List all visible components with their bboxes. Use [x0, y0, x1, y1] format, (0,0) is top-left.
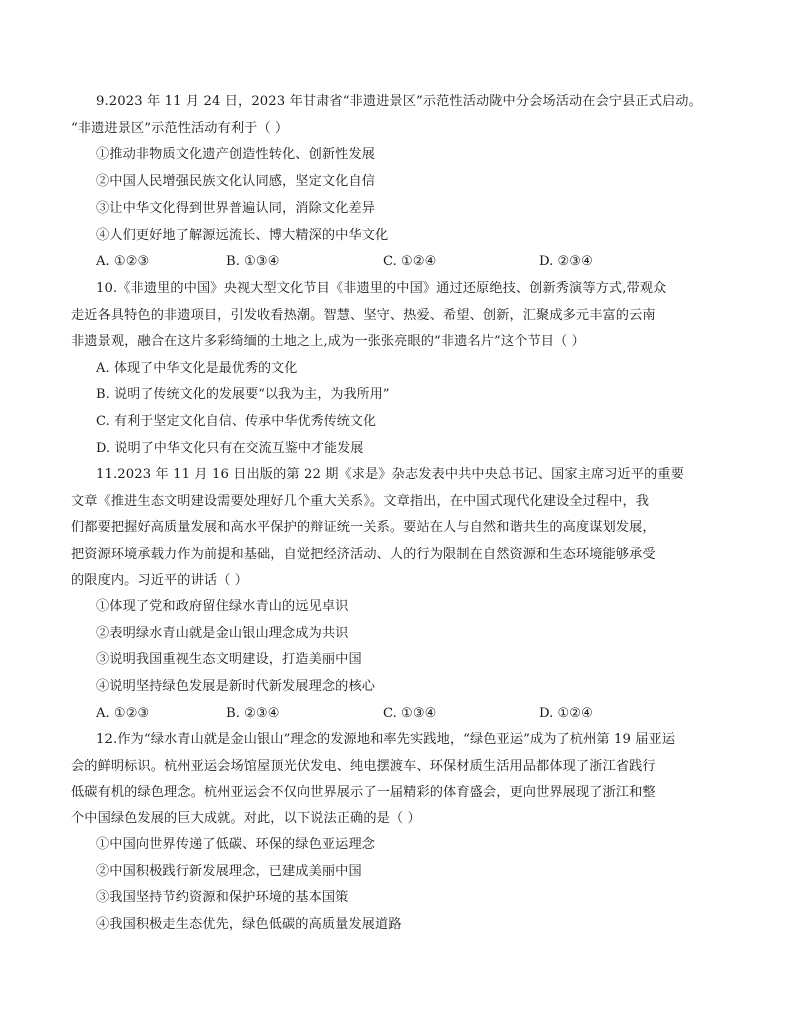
q10-stem-line-1: 10.《非遗里的中国》央视大型文化节目《非遗里的中国》通过还原绝技、创新秀演等方式,带观众 — [96, 281, 667, 296]
q11-item-4: ④说明坚持绿色发展是新时代新发展理念的核心 — [96, 679, 376, 694]
q10-option-a[interactable]: A. 体现了中华文化是最优秀的文化 — [96, 361, 298, 376]
q9-item-2: ②中国人民增强民族文化认同感，坚定文化自信 — [96, 174, 376, 189]
q11-choice-c[interactable]: C. ①③④ — [383, 706, 437, 721]
q12-stem-line-4: 个中国绿色发展的巨大成就。对此，以下说法正确的是（ ） — [71, 811, 421, 826]
q9-choice-b[interactable]: B. ①③④ — [226, 254, 280, 269]
q11-stem-line-5: 的限度内。习近平的讲话（ ） — [71, 573, 249, 588]
q11-stem-line-3: 们都要把握好高质量发展和高水平保护的辩证统一关系。要站在人与自然和谐共生的高度谋划发展， — [71, 520, 656, 535]
q9-choice-d[interactable]: D. ②③④ — [539, 254, 593, 269]
q12-stem-line-2: 会的鲜明标识。杭州亚运会场馆屋顶光伏发电、纯电摆渡车、环保材质生活用品都体现了浙江省践行 — [71, 759, 656, 774]
q9-stem-line-1: 9.2023 年 11 月 24 日，2023 年甘肃省“非遗进景区”示范性活动陇中分会场活动在会宁县正式启动。 — [96, 94, 702, 109]
q11-choice-d[interactable]: D. ①②④ — [539, 706, 593, 721]
q9-item-4: ④人们更好地了解源远流长、博大精深的中华文化 — [96, 228, 389, 243]
q12-stem-line-1: 12.作为“绿水青山就是金山银山”理念的发源地和率先实践地，“绿色亚运”成为了杭州第 19 届亚运 — [96, 732, 676, 747]
q12-stem-line-3: 低碳有机的绿色理念。杭州亚运会不仅向世界展示了一届精彩的体育盛会，更向世界展现了浙江和整 — [71, 785, 656, 800]
q9-item-1: ①推动非物质文化遗产创造性转化、创新性发展 — [96, 147, 376, 162]
q12-item-4: ④我国积极走生态优先，绿色低碳的高质量发展道路 — [96, 917, 402, 932]
q11-item-1: ①体现了党和政府留住绿水青山的远见卓识 — [96, 599, 349, 614]
q9-stem-line-2: “非遗进景区”示范性活动有利于（ ） — [71, 121, 289, 136]
q10-stem-line-3: 非遗景观，融合在这片多彩绮缅的土地之上,成为一张张亮眼的“非遗名片”这个节目（ ） — [71, 334, 585, 349]
q11-item-3: ③说明我国重视生态文明建设，打造美丽中国 — [96, 652, 362, 667]
q11-choice-b[interactable]: B. ②③④ — [226, 706, 280, 721]
q9-item-3: ③让中华文化得到世界普遍认同，消除文化差异 — [96, 201, 376, 216]
q11-stem-line-1: 11.2023 年 11 月 16 日出版的第 22 期《求是》杂志发表中共中央总书记、国家主席习近平的重要 — [96, 467, 684, 482]
q12-item-3: ③我国坚持节约资源和保护环境的基本国策 — [96, 890, 349, 905]
q10-option-c[interactable]: C. 有利于坚定文化自信、传承中华优秀传统文化 — [96, 414, 377, 429]
q12-item-2: ②中国积极践行新发展理念，已建成美丽中国 — [96, 864, 362, 879]
q10-option-b[interactable]: B. 说明了传统文化的发展要“以我为主，为我所用” — [96, 387, 390, 402]
q11-stem-line-2: 文章《推进生态文明建设需要处理好几个重大关系》。文章指出，在中国式现代化建设全过程中，我 — [71, 494, 650, 509]
q11-item-2: ②表明绿水青山就是金山银山理念成为共识 — [96, 626, 349, 641]
q9-choice-a[interactable]: A. ①②③ — [96, 254, 150, 269]
q9-choice-c[interactable]: C. ①②④ — [383, 254, 437, 269]
q12-item-1: ①中国向世界传递了低碳、环保的绿色亚运理念 — [96, 837, 376, 852]
q11-choice-a[interactable]: A. ①②③ — [96, 706, 150, 721]
q11-stem-line-4: 把资源环境承载力作为前提和基础，自觉把经济活动、人的行为限制在自然资源和生态环境能够承受 — [71, 547, 656, 562]
q10-stem-line-2: 走近各具特色的非遗项目，引发收看热潮。智慧、坚守、热爱、希望、创新，汇聚成多元丰富的云南 — [71, 308, 656, 323]
q10-option-d[interactable]: D. 说明了中华文化只有在交流互鉴中才能发展 — [96, 441, 364, 456]
